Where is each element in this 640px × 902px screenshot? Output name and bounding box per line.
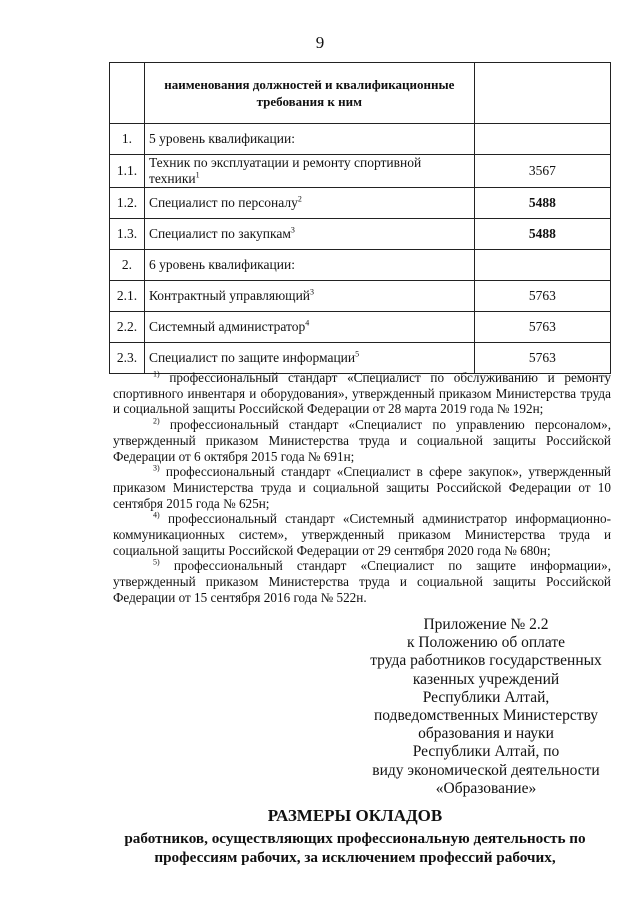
table-row xyxy=(110,281,611,312)
row-value: 5763 xyxy=(474,312,610,343)
footnote xyxy=(113,558,611,605)
header-num-cell xyxy=(110,63,145,124)
row-number: 2.2. xyxy=(110,312,145,343)
row-name-cell xyxy=(144,343,474,374)
table-row xyxy=(110,250,611,281)
row-number: 1.1. xyxy=(110,155,145,188)
appendix-line: казенных учреждений xyxy=(412,670,560,688)
footnotes xyxy=(113,370,611,606)
appendix-line: виду экономической деятельности xyxy=(372,761,600,779)
table-row xyxy=(110,188,611,219)
row-value: 5763 xyxy=(474,343,610,374)
row-name-cell xyxy=(144,312,474,343)
header-value-cell xyxy=(474,63,610,124)
row-number: 2. xyxy=(110,250,145,281)
row-footnote-ref: 4 xyxy=(305,318,310,328)
row-number: 1.3. xyxy=(110,219,145,250)
footnote-text: профессиональный стандарт «Специалист по обслуживанию и ремонту спортивного инвентаря и оборудования», утвержденный приказом Министерства труда и социальной защиты Российской Федерации от 28 марта 2019 года № 192н; xyxy=(113,370,611,417)
row-name: Техник по эксплуатации и ремонту спортивной техники xyxy=(148,155,422,186)
footnote-mark: 4) xyxy=(153,510,160,520)
row-value: 5763 xyxy=(474,281,610,312)
row-footnote-ref: 5 xyxy=(355,349,360,359)
table-row xyxy=(110,124,611,155)
footnote xyxy=(113,417,611,464)
appendix-line: подведомственных Министерству xyxy=(373,707,599,725)
appendix-line: «Образование» xyxy=(435,779,537,797)
row-name: Специалист по персоналу xyxy=(148,195,298,210)
appendix-line: Приложение № 2.2 xyxy=(423,616,549,633)
row-footnote-ref: 2 xyxy=(297,194,302,204)
appendix-line: Республики Алтай, по xyxy=(412,743,560,761)
table-row xyxy=(110,155,611,188)
row-value: 5488 xyxy=(474,188,610,219)
row-name: Специалист по защите информации xyxy=(148,350,356,365)
row-name-cell xyxy=(144,188,474,219)
footnote-text: профессиональный стандарт «Специалист в сфере закупок», утвержденный приказом Министерства труда и социальной защиты Российской Федерации от 10 сентября 2015 года № 625н; xyxy=(113,464,611,511)
row-name-cell xyxy=(144,219,474,250)
document-title: РАЗМЕРЫ ОКЛАДОВ xyxy=(267,806,443,825)
footnote-text: профессиональный стандарт «Специалист по защите информации», утвержденный приказом Министерства труда и социальной защиты Российской Федерации от 15 сентября 2016 года № 522н. xyxy=(113,558,611,605)
appendix-line: труда работников государственных xyxy=(370,652,602,670)
row-value: 5488 xyxy=(474,219,610,250)
subtitle-line: профессиям рабочих, за исключением профессий рабочих, xyxy=(154,849,556,866)
row-name: Специалист по закупкам xyxy=(148,226,291,241)
row-name-cell xyxy=(144,281,474,312)
table-row xyxy=(110,343,611,374)
table-row xyxy=(110,219,611,250)
row-value: 3567 xyxy=(474,155,610,188)
row-name-cell xyxy=(144,124,474,155)
row-name: Контрактный управляющий xyxy=(148,288,311,303)
appendix-line: Республики Алтай, xyxy=(422,688,550,706)
footnote-mark: 3) xyxy=(153,463,160,473)
row-name: 6 уровень квалификации: xyxy=(148,257,295,272)
footnote-text: профессиональный стандарт «Системный администратор информационно-коммуникационных систем», утвержденный приказом Министерства труда и социальной защиты Российской Федерации от 29 сентября 2020 года № 680н; xyxy=(113,511,611,558)
row-name: 5 уровень квалификации: xyxy=(148,131,295,146)
footnote-mark: 5) xyxy=(153,558,160,568)
row-name-cell xyxy=(144,250,474,281)
row-footnote-ref: 3 xyxy=(290,225,295,235)
header-name-cell: наименования должностей и квалификационные требования к ним xyxy=(144,63,474,124)
row-name-cell xyxy=(144,155,474,188)
row-value xyxy=(474,124,610,155)
footnote-mark: 2) xyxy=(153,416,160,426)
row-number: 2.3. xyxy=(110,343,145,374)
footnote-mark: 1) xyxy=(153,369,160,379)
salary-table xyxy=(109,62,611,374)
footnote xyxy=(113,370,611,417)
appendix-header xyxy=(360,616,612,798)
row-value xyxy=(474,250,610,281)
row-footnote-ref: 1 xyxy=(195,170,200,180)
page-number: 9 xyxy=(315,33,325,52)
appendix-line: к Положению об оплате xyxy=(406,634,566,652)
appendix-line: образования и науки xyxy=(418,725,554,743)
footnote-text: профессиональный стандарт «Специалист по управлению персоналом», утвержденный приказом Министерства труда и социальной защиты Российской Федерации от 6 октября 2015 года № 691н; xyxy=(113,417,611,464)
row-number: 1.2. xyxy=(110,188,145,219)
subtitle-line: работников, осуществляющих профессиональную деятельность по xyxy=(124,830,586,847)
footnote xyxy=(113,511,611,558)
document-subtitle xyxy=(100,829,610,867)
row-number: 2.1. xyxy=(110,281,145,312)
table-header-row xyxy=(110,63,611,124)
row-footnote-ref: 3 xyxy=(310,287,315,297)
footnote xyxy=(113,464,611,511)
row-name: Системный администратор xyxy=(148,319,306,334)
row-number: 1. xyxy=(110,124,145,155)
table-row xyxy=(110,312,611,343)
